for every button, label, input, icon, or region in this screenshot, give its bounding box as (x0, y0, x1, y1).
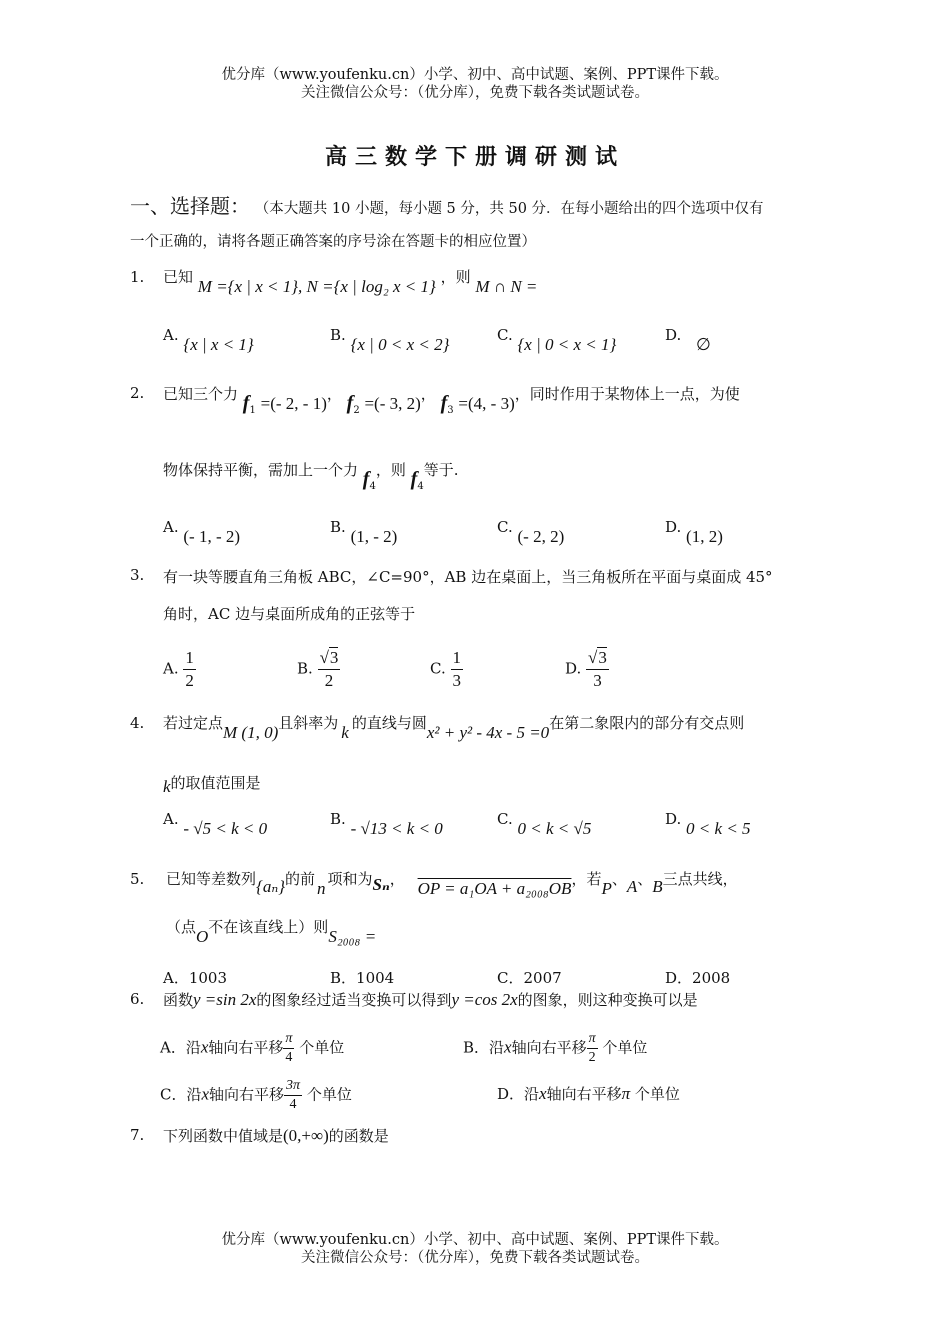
q6-a-num: π (283, 1030, 294, 1049)
q5-o: O (196, 927, 209, 946)
header-line-2: 关注微信公众号：（优分库），免费下载各类试题试卷。 (301, 85, 649, 101)
q2-option-b-value: (1, - 2) (350, 527, 398, 546)
q1-stem-a: 已知 (163, 268, 194, 286)
header-line-1: 优分库（www.youfenku.cn）小学、初中、高中试题、案例、PPT课件下载。 (221, 67, 729, 83)
q5-p: P (601, 879, 612, 898)
q3-option-c-label: C. (430, 659, 446, 678)
q2-option-b-label: B. (330, 518, 346, 536)
q5-stem-a: 已知等差数列 (166, 870, 257, 888)
q1-option-d[interactable] (665, 325, 711, 354)
q7-number: 7. (130, 1126, 145, 1144)
q4-stem-2 (163, 772, 261, 796)
q7-stem-a: 下列函数中值域是 (163, 1127, 284, 1145)
q2-option-a-label: A. (163, 518, 179, 536)
section-note-a: （本大题共 10 小题，每小题 5 分，共 50 分．在每小题给出的四个选项中仅有 (254, 201, 764, 217)
q5-stem: 已知等差数列{aₙ}的前 n 项和为Sₙ， OP = a₁OA + a₂₀₀₈OB，若P、A、B三点共线， (166, 870, 738, 898)
q4-point: M (1, 0) (223, 723, 279, 742)
q3-d-den: 3 (593, 671, 602, 690)
q6-option-d-pi: π (621, 1084, 631, 1103)
q3-stem-a: 有一块等腰直角三角板 ABC，∠C=90°，AB 边在桌面上，当三角板所在平面与桌面成 45° (163, 568, 773, 586)
q6-option-c-unit: 个单位 (306, 1085, 352, 1104)
q6-option-a-x: x (200, 1037, 209, 1057)
section-1 (130, 190, 764, 219)
q5-stem-f: （点 (166, 918, 197, 936)
section-heading: 一、选择题： (130, 194, 250, 218)
q6-option-a-frac (283, 1030, 294, 1067)
q2-stem-d: ，则 (375, 461, 406, 479)
q6-option-d-text: 轴向右平移 (546, 1085, 622, 1103)
q1-number: 1. (130, 268, 145, 286)
q4-stem-b: 且斜率为 (278, 714, 339, 732)
q1-option-d-value: ∅ (696, 335, 711, 354)
q6-option-a-unit: 个单位 (299, 1038, 345, 1057)
q5-vector-expr: OP = a₁OA + a₂₀₀₈OB (417, 879, 572, 898)
q5-option-c[interactable] (497, 967, 562, 988)
q5-option-d[interactable] (665, 967, 730, 988)
q4-option-d-label: D. (665, 810, 682, 828)
q3-option-b-frac: $\frac{√3}{2}$ (319, 648, 339, 690)
q5-s2008: S₂₀₀₈ = (328, 927, 377, 946)
q6-stem-c: 的图象，则这种变换可以是 (517, 991, 698, 1009)
q7-range: (0,+∞) (283, 1126, 329, 1145)
q2-f2: $f_2$ =(- 3, 2) (346, 392, 421, 416)
q6-option-c-label: C．沿 (160, 1085, 202, 1104)
q4-number: 4. (130, 714, 145, 732)
q4-circle: x² + y² - 4x - 5 =0 (426, 723, 550, 742)
q6-option-c-frac (284, 1077, 302, 1114)
q6-stem (163, 989, 698, 1010)
q6-stem-a: 函数 (163, 991, 194, 1009)
q1-option-c[interactable] (497, 325, 617, 354)
footer-line-2: 关注微信公众号：（优分库），免费下载各类试题试卷。 (301, 1250, 649, 1266)
q6-option-c[interactable] (160, 1077, 352, 1114)
q3-option-b[interactable] (297, 647, 340, 692)
q5-option-d-label: D． (665, 969, 693, 987)
q3-c-den: 3 (452, 671, 461, 690)
q5-option-b-value: 1004 (356, 969, 395, 987)
q1-stem-b: ，则 (440, 268, 471, 286)
q5-number: 5. (130, 870, 145, 888)
q6-option-d-label: D．沿 (497, 1085, 540, 1103)
q1-option-b[interactable] (330, 325, 450, 354)
q3-option-d[interactable] (565, 647, 609, 692)
q2-stem-b: ，同时作用于某物体上一点，为使 (514, 385, 740, 403)
q2-f2-value: =(- 3, 2) (364, 394, 421, 413)
q6-option-b-x: x (504, 1037, 512, 1057)
q1-option-c-label: C. (497, 326, 513, 344)
q6-a-den: 4 (285, 1050, 293, 1065)
q2-option-d-value: (1, 2) (686, 527, 723, 546)
q1-expr: M ={x | x < 1}, N ={x | log₂ x < 1} (197, 277, 436, 296)
q5-option-b-label: B． (330, 969, 357, 987)
q3-option-d-frac: $\frac{√3}{3}$ (588, 648, 607, 690)
q4-stem-e: 的取值范围是 (170, 774, 261, 792)
q4-option-a-label: A. (163, 810, 179, 828)
q2-f3: $f_3 =(4$, - 3) (440, 392, 515, 416)
q3-option-c[interactable] (430, 647, 463, 692)
q3-option-c-frac (451, 647, 464, 692)
q5-option-c-value: 2007 (523, 969, 562, 987)
q5-a: A (626, 877, 638, 896)
q1-option-b-value: {x | 0 < x < 2} (350, 335, 450, 354)
q2-option-d[interactable] (665, 517, 723, 546)
q7-stem (163, 1125, 389, 1146)
q1-option-b-label: B. (330, 326, 346, 344)
q5-b: B (652, 877, 663, 896)
q4-option-a[interactable] (163, 809, 268, 838)
q6-option-b-unit: 个单位 (602, 1038, 648, 1057)
q2-f4-b: $f_4$ (410, 468, 424, 492)
q4-stem (163, 712, 745, 742)
q3-b-num: 3 (329, 648, 339, 667)
q6-number: 6. (130, 990, 145, 1008)
q5-stem-b: 的前 (285, 870, 316, 888)
q2-f1-value: =(- 2, - 1) (260, 394, 327, 413)
q6-c-num: 3π (284, 1077, 302, 1096)
q6-option-c-text: 轴向右平移 (209, 1085, 285, 1104)
q2-f4: $f_4$ (362, 468, 376, 492)
q5-option-b[interactable] (330, 967, 394, 988)
q3-option-a-frac (183, 647, 196, 692)
q5-option-a[interactable] (163, 967, 227, 988)
q6-option-b-text: 轴向右平移 (511, 1038, 587, 1057)
q2-option-b[interactable] (330, 517, 398, 546)
q1-option-a-label: A. (163, 326, 179, 344)
q4-k: k (341, 723, 349, 742)
q2-stem-a: 已知三个力 (163, 385, 239, 403)
q2-f3-value: =(4, - 3) (458, 394, 515, 413)
q5-sn: Sₙ (372, 875, 390, 894)
q6-option-c-x: x (201, 1084, 210, 1104)
q3-a-den: 2 (185, 671, 194, 690)
q3-option-b-label: B. (297, 659, 313, 678)
q1-option-a[interactable] (163, 325, 254, 354)
q2-option-d-label: D. (665, 518, 682, 536)
q6-b-den: 2 (588, 1050, 596, 1065)
q6-f1: y =sin 2x (193, 990, 257, 1009)
q3-stem-b: 角时，AC 边与桌面所成角的正弦等于 (163, 605, 416, 623)
q3-c-num: 1 (451, 647, 464, 670)
q5-stem-g: 不在该直线上）则 (208, 918, 329, 936)
q4-option-a-value: - √5 < k < 0 (183, 819, 268, 838)
q5-option-d-value: 2008 (692, 969, 731, 987)
q1-option-c-value: {x | 0 < x < 1} (517, 335, 617, 354)
q6-stem-b: 的图象经过适当变换可以得到 (256, 991, 452, 1009)
q1-expr2: M ∩ N = (475, 277, 538, 296)
q4-option-d-value: 0 < k < 5 (686, 819, 751, 838)
q6-c-den: 4 (289, 1097, 297, 1112)
q2-stem-c: 物体保持平衡，需加上一个力 (163, 461, 359, 479)
q2-option-c[interactable] (497, 517, 565, 546)
q6-option-d[interactable] (497, 1083, 680, 1104)
q4-option-b[interactable] (330, 809, 443, 838)
q2-stem: 已知三个力 $f_1$ =(- 2, - 1)， $f_2$ =(- 3, 2)， $f_3 =(4$, - 3)，同时作用于某物体上一点，为使 (163, 385, 740, 416)
q4-option-c-label: C. (497, 810, 513, 828)
q5-an: {aₙ} (256, 877, 286, 896)
section-note-b: 一个正确的，请将各题正确答案的序号涂在答题卡的相应位置） (130, 234, 536, 250)
q3-option-a-label: A. (163, 659, 179, 678)
q3-a-num: 1 (183, 647, 196, 670)
q4-stem-d: 在第二象限内的部分有交点则 (549, 714, 745, 732)
q4-stem-a: 若过定点 (163, 714, 224, 732)
q6-option-b-frac (587, 1030, 598, 1067)
q2-number: 2. (130, 384, 145, 402)
q4-option-d[interactable] (665, 809, 751, 838)
q5-option-a-value: 1003 (188, 969, 228, 987)
page-title: 高三数学下册调研测试 (324, 144, 625, 170)
q4-option-b-label: B. (330, 810, 346, 828)
q6-b-num: π (587, 1030, 598, 1049)
q2-f1: $f_1$ =(- 2, - 1) (242, 392, 327, 416)
q3-d-num: 3 (598, 648, 607, 667)
q4-stem-c: 的直线与圆 (351, 714, 427, 732)
footer-line-1: 优分库（www.youfenku.cn）小学、初中、高中试题、案例、PPT课件下载。 (221, 1232, 729, 1248)
q4-k-2: k (163, 777, 171, 796)
q1-option-d-label: D. (665, 326, 682, 344)
q6-option-a-label: A．沿 (160, 1038, 201, 1057)
q2-option-c-value: (- 2, 2) (517, 527, 565, 546)
q6-option-b[interactable] (463, 1030, 647, 1067)
q5-stem-2 (166, 916, 377, 946)
q6-option-a-text: 轴向右平移 (208, 1038, 284, 1057)
q5-n: n (317, 879, 326, 898)
q6-option-d-x: x (539, 1084, 547, 1103)
q3-option-a[interactable] (163, 647, 196, 692)
q5-stem-e: 三点共线， (662, 870, 738, 888)
q5-option-c-label: C． (497, 969, 524, 987)
q5-stem-c: 项和为 (327, 870, 373, 888)
q6-option-d-unit: 个单位 (634, 1085, 680, 1103)
q1-stem (163, 266, 538, 296)
q2-option-a-value: (- 1, - 2) (183, 527, 241, 546)
q3-number: 3. (130, 566, 145, 584)
q4-option-c[interactable] (497, 809, 592, 838)
q3-b-den: 2 (324, 671, 334, 690)
q4-option-c-value: 0 < k < √5 (517, 819, 592, 838)
q2-stem-e: 等于. (423, 461, 459, 479)
q1-option-a-value: {x | x < 1} (183, 335, 254, 354)
q5-stem-d: ，若 (571, 870, 602, 888)
q3-option-d-label: D. (565, 659, 582, 678)
q2-option-a[interactable] (163, 517, 241, 546)
q5-option-a-label: A． (163, 969, 189, 987)
q6-f2: y =cos 2x (451, 990, 518, 1009)
q6-option-b-label: B．沿 (463, 1038, 505, 1057)
q7-stem-b: 的函数是 (328, 1127, 389, 1145)
q6-option-a[interactable] (160, 1030, 344, 1067)
q2-stem-2 (163, 458, 459, 492)
q2-option-c-label: C. (497, 518, 513, 536)
q4-option-b-value: - √13 < k < 0 (350, 819, 443, 838)
